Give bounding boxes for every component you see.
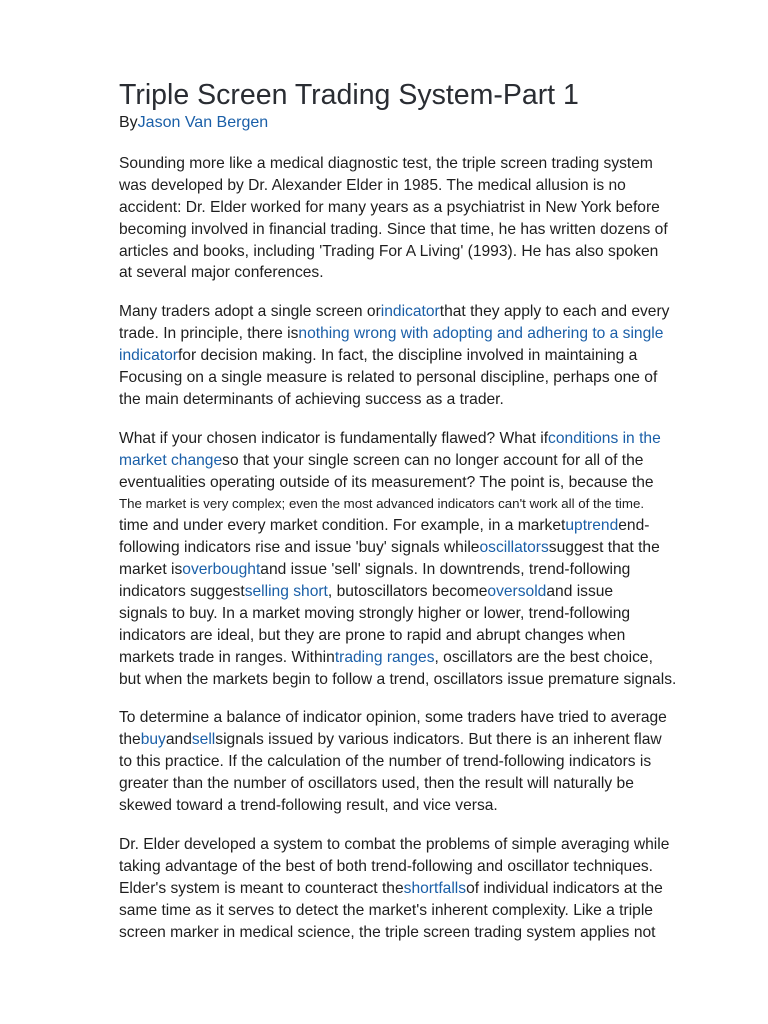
- byline: [119, 112, 719, 134]
- inline-link[interactable]: uptrend: [565, 517, 619, 535]
- text-line: [119, 472, 719, 494]
- text-line: [119, 428, 719, 450]
- inline-link[interactable]: sell: [191, 731, 216, 749]
- text-line: [119, 515, 719, 537]
- text-run: of individual indicators at the: [466, 879, 663, 897]
- text-run: indicators are ideal, but they are prone to rapid and abrupt changes when: [119, 626, 626, 644]
- text-run: The market is very complex; even the most advanced indicators can't work all of the time.: [119, 496, 645, 512]
- text-run: suggest that the: [548, 539, 660, 557]
- text-line: [119, 175, 719, 197]
- inline-link[interactable]: buy: [140, 731, 166, 749]
- text-line: [119, 900, 719, 922]
- text-line: [119, 197, 719, 219]
- text-line: [119, 625, 719, 647]
- text-run: becoming involved in financial trading. Since that time, he has written dozens of: [119, 220, 668, 238]
- inline-link[interactable]: indicator: [119, 347, 178, 365]
- text-line: [119, 707, 719, 729]
- text-run: signals issued by various indicators. But there is an inherent flaw: [215, 731, 662, 749]
- text-run: same time as it serves to detect the market's inherent complexity. Like a triple: [119, 901, 653, 919]
- text-line: [119, 581, 719, 603]
- text-line: [119, 773, 719, 795]
- article: [119, 78, 719, 943]
- text-line: [119, 493, 719, 515]
- paragraph: [119, 153, 719, 284]
- inline-link[interactable]: trading ranges: [334, 648, 435, 666]
- text-run: trade. In principle, there is: [119, 325, 299, 343]
- text-run: Elder's system is meant to counteract the: [119, 879, 404, 897]
- text-run: the main determinants of achieving success as a trader.: [119, 390, 504, 408]
- text-run: and issue 'sell' signals. In downtrends, trend-following: [260, 561, 631, 579]
- text-run: to this practice. If the calculation of the number of trend-following indicators is: [119, 753, 652, 771]
- text-run: time and under every market condition. For example, in a market: [119, 517, 566, 535]
- text-line: [119, 603, 719, 625]
- text-run: skewed toward a trend-following result, and vice versa.: [119, 797, 498, 815]
- text-line: [119, 219, 719, 241]
- text-line: [119, 450, 719, 472]
- text-line: [119, 301, 719, 323]
- text-line: [119, 262, 719, 284]
- text-run: following indicators rise and issue 'buy' signals while: [119, 539, 480, 557]
- paragraph: [119, 834, 719, 943]
- text-run: that they apply to each and every: [439, 303, 670, 321]
- text-run: Focusing on a single measure is related to personal discipline, perhaps one of: [119, 369, 658, 387]
- text-run: Dr. Elder developed a system to combat the problems of simple averaging while: [119, 835, 670, 853]
- text-line: [119, 559, 719, 581]
- text-run: and: [165, 731, 192, 749]
- inline-link[interactable]: indicator: [380, 303, 440, 321]
- page-title: Triple Screen Trading System-Part 1: [119, 79, 579, 111]
- text-line: [119, 922, 719, 944]
- text-run: signals to buy. In a market moving strongly higher or lower, trend-following: [119, 604, 631, 622]
- text-line: [119, 647, 719, 669]
- text-run: the: [119, 731, 141, 749]
- text-run: and issue: [546, 583, 614, 601]
- text-line: [119, 729, 719, 751]
- text-run: for decision making. In fact, the discipline involved in maintaining a: [177, 347, 638, 365]
- text-line: [119, 537, 719, 559]
- text-line: [119, 345, 719, 367]
- paragraph: [119, 428, 719, 691]
- inline-link[interactable]: conditions in the: [548, 429, 661, 447]
- byline-prefix: By: [119, 114, 138, 131]
- text-run: end-: [618, 517, 650, 535]
- text-run: greater than the number of oscillators used, then the result will naturally be: [119, 775, 634, 793]
- text-run: markets trade in ranges. Within: [119, 648, 335, 666]
- text-run: taking advantage of the best of both trend-following and oscillator techniques.: [119, 857, 654, 875]
- text-line: [119, 795, 719, 817]
- text-line: [119, 878, 719, 900]
- text-run: eventualities operating outside of its measurement? The point is, because the: [119, 473, 654, 491]
- text-line: [119, 669, 719, 691]
- text-run: but when the markets begin to follow a trend, oscillators issue premature signals.: [119, 670, 677, 688]
- text-run: , butoscillators become: [327, 583, 488, 601]
- text-line: [119, 153, 719, 175]
- text-line: [119, 367, 719, 389]
- paragraph: [119, 301, 719, 410]
- text-line: [119, 323, 719, 345]
- text-line: [119, 389, 719, 411]
- paragraph: [119, 707, 719, 816]
- text-line: [119, 856, 719, 878]
- author-link[interactable]: Jason Van Bergen: [137, 114, 269, 131]
- text-run: accident: Dr. Elder worked for many years as a psychiatrist in New York before: [119, 198, 660, 216]
- text-line: [119, 241, 719, 263]
- inline-link[interactable]: shortfalls: [403, 879, 467, 897]
- text-line: [119, 834, 719, 856]
- text-run: What if your chosen indicator is fundamentally flawed? What if: [119, 429, 549, 447]
- inline-link[interactable]: nothing wrong with adopting and adhering to a single: [298, 325, 664, 343]
- text-run: screen marker in medical science, the triple screen trading system applies not: [119, 923, 656, 941]
- inline-link[interactable]: selling short: [244, 583, 328, 601]
- inline-link[interactable]: overbought: [182, 561, 261, 579]
- inline-link[interactable]: oscillators: [479, 539, 549, 557]
- text-run: indicators suggest: [119, 583, 245, 601]
- text-run: at several major conferences.: [119, 264, 324, 282]
- inline-link[interactable]: oversold: [487, 583, 547, 601]
- text-run: To determine a balance of indicator opinion, some traders have tried to average: [119, 709, 667, 727]
- text-run: Sounding more like a medical diagnostic test, the triple screen trading system: [119, 155, 653, 172]
- text-run: articles and books, including 'Trading For A Living' (1993). He has also spoken: [119, 242, 659, 260]
- text-run: was developed by Dr. Alexander Elder in 1985. The medical allusion is no: [119, 176, 626, 194]
- text-run: Many traders adopt a single screen or: [119, 303, 381, 321]
- text-line: [119, 751, 719, 773]
- text-run: , oscillators are the best choice,: [434, 648, 653, 666]
- text-run: so that your single screen can no longer account for all of the: [222, 451, 644, 469]
- inline-link[interactable]: market change: [119, 451, 223, 469]
- text-run: market is: [119, 561, 183, 579]
